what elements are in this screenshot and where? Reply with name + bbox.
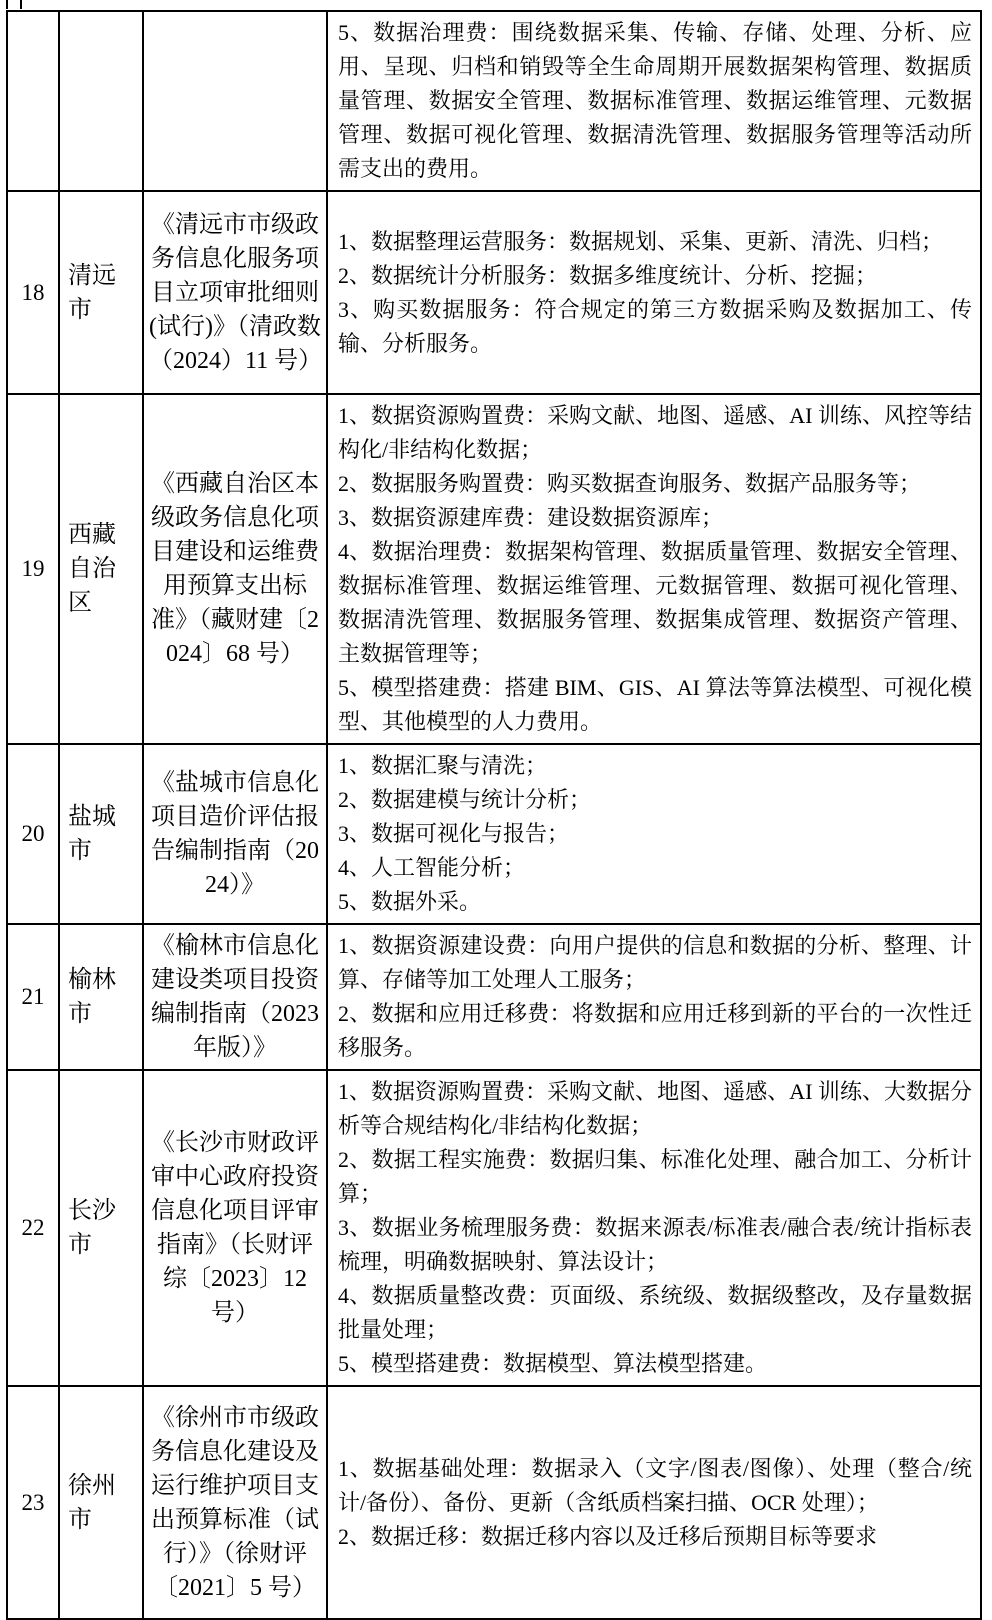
fee-items-cell <box>327 11 981 191</box>
row-number-cell: 19 <box>7 394 59 744</box>
table-row-19 <box>7 394 981 744</box>
row-number-cell: 22 <box>7 1070 59 1386</box>
fee-item: 5、数据治理费：围绕数据采集、传输、存储、处理、分析、应用、呈现、归档和销毁等全生命周期开展数据架构管理、数据质量管理、数据安全管理、数据标准管理、数据运维管理、元数据管理、数据可视化管理、数据清洗管理、数据服务管理等活动所需支出的费用。 <box>338 20 972 181</box>
city-cell: 清远市 <box>59 191 143 394</box>
row-number-cell: 20 <box>7 744 59 924</box>
row-number-cell <box>7 11 59 191</box>
fee-item: 3、数据资源建库费：建设数据资源库； <box>338 505 724 530</box>
table-row-continuation <box>7 11 981 191</box>
fee-item: 5、模型搭建费：数据模型、算法模型搭建。 <box>338 1351 768 1376</box>
city-cell: 西藏自治区 <box>59 394 143 744</box>
fee-items-cell <box>327 924 981 1070</box>
fee-item: 1、数据汇聚与清洗； <box>338 753 548 778</box>
document-title-cell: 《盐城市信息化项目造价评估报告编制指南（2024）》 <box>143 744 327 924</box>
fee-items-cell <box>327 191 981 394</box>
table-row-22 <box>7 1070 981 1386</box>
fee-item: 1、数据资源建设费：向用户提供的信息和数据的分析、整理、计算、存储等加工处理人工服务； <box>338 933 972 992</box>
fee-items-cell <box>327 1386 981 1619</box>
city-cell: 徐州市 <box>59 1386 143 1619</box>
row-number-cell: 23 <box>7 1386 59 1619</box>
city-cell <box>59 11 143 191</box>
document-title-cell <box>143 11 327 191</box>
document-title-cell: 《清远市市级政务信息化服务项目立项审批细则(试行)》（清政数（2024）11 号） <box>143 191 327 394</box>
fee-item: 2、数据服务购置费：购买数据查询服务、数据产品服务等； <box>338 471 922 496</box>
city-cell: 榆林市 <box>59 924 143 1070</box>
fee-item: 3、购买数据服务：符合规定的第三方数据采购及数据加工、传输、分析服务。 <box>338 296 972 356</box>
document-title-cell: 《长沙市财政评审中心政府投资信息化项目评审指南》（长财评综〔2023〕12 号） <box>143 1070 327 1386</box>
fee-item: 1、数据整理运营服务：数据规划、采集、更新、清洗、归档； <box>338 228 944 254</box>
row-number-cell: 21 <box>7 924 59 1070</box>
fee-item: 2、数据建模与统计分析； <box>338 787 592 812</box>
fee-item: 4、人工智能分析； <box>338 855 526 880</box>
previous-row-remnant <box>6 0 22 9</box>
table-row-20 <box>7 744 981 924</box>
row-number-cell: 18 <box>7 191 59 394</box>
fee-item: 2、数据工程实施费：数据归集、标准化处理、融合加工、分析计算； <box>338 1147 972 1206</box>
fee-item: 2、数据和应用迁移费：将数据和应用迁移到新的平台的一次性迁移服务。 <box>338 1001 972 1060</box>
fee-item: 2、数据统计分析服务：数据多维度统计、分析、挖掘； <box>338 262 878 288</box>
fee-item: 5、模型搭建费：搭建 BIM、GIS、AI 算法等算法模型、可视化模型、其他模型的人力费用。 <box>338 675 972 734</box>
fee-item: 5、数据外采。 <box>338 889 482 914</box>
fee-items-cell <box>327 394 981 744</box>
fee-items-cell <box>327 744 981 924</box>
document-title-cell: 《榆林市信息化建设类项目投资编制指南（2023 年版）》 <box>143 924 327 1070</box>
fee-item: 4、数据质量整改费：页面级、系统级、数据级整改，及存量数据批量处理； <box>338 1283 972 1342</box>
document-title-cell: 《西藏自治区本级政务信息化项目建设和运维费用预算支出标准》（藏财建〔2024〕68 号） <box>143 394 327 744</box>
table-row-21 <box>7 924 981 1070</box>
policy-fee-table <box>6 10 982 1620</box>
city-cell: 盐城市 <box>59 744 143 924</box>
table-row-23 <box>7 1386 981 1619</box>
fee-item: 1、数据基础处理：数据录入（文字/图表/图像）、处理（整合/统计/备份）、备份、更新（含纸质档案扫描、OCR 处理）； <box>338 1455 972 1515</box>
fee-item: 2、数据迁移：数据迁移内容以及迁移后预期目标等要求 <box>338 1523 878 1549</box>
fee-items-cell <box>327 1070 981 1386</box>
fee-item: 1、数据资源购置费：采购文献、地图、遥感、AI 训练、大数据分析等合规结构化/非结构化数据； <box>338 1079 972 1138</box>
fee-item: 1、数据资源购置费：采购文献、地图、遥感、AI 训练、风控等结构化/非结构化数据； <box>338 403 972 462</box>
fee-item: 3、数据可视化与报告； <box>338 821 570 846</box>
table-row-18 <box>7 191 981 394</box>
city-cell: 长沙市 <box>59 1070 143 1386</box>
fee-item: 3、数据业务梳理服务费：数据来源表/标准表/融合表/统计指标表梳理，明确数据映射、算法设计； <box>338 1215 972 1274</box>
document-title-cell: 《徐州市市级政务信息化建设及运行维护项目支出预算标准（试行）》（徐财评〔2021〕5 号） <box>143 1386 327 1619</box>
fee-item: 4、数据治理费：数据架构管理、数据质量管理、数据安全管理、数据标准管理、数据运维管理、元数据管理、数据可视化管理、数据清洗管理、数据服务管理、数据集成管理、数据资产管理、主数据管理等； <box>338 539 972 666</box>
